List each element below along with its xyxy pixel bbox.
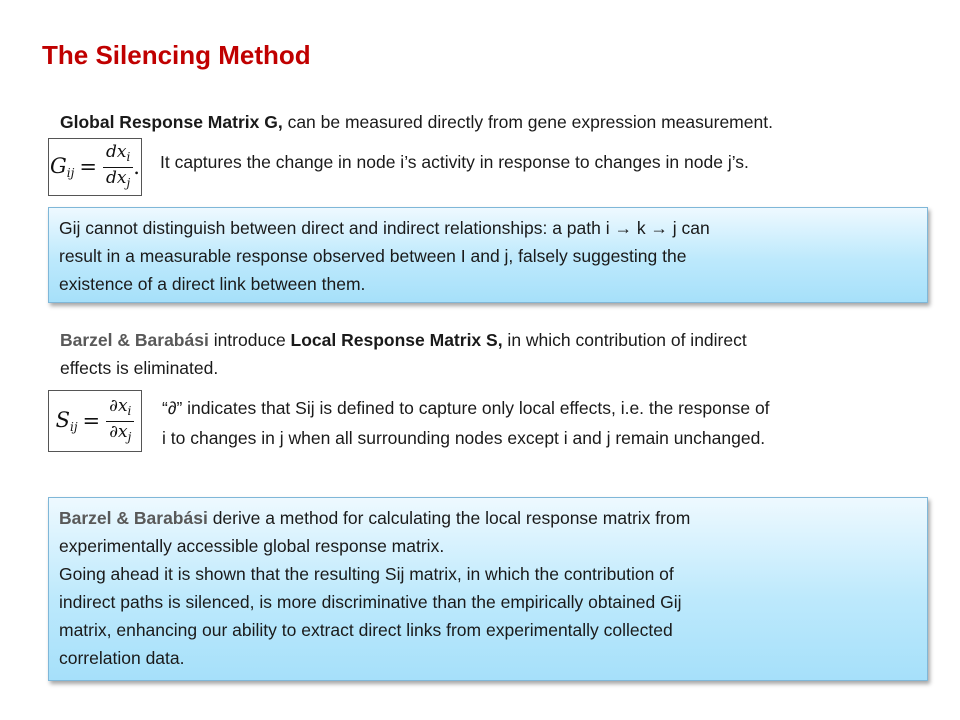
local-matrix-line-2: effects is eliminated. (60, 358, 219, 378)
local-matrix-line-1: Barzel & Barabási introduce Local Response Matrix S, in which contribution of indirect (60, 330, 747, 350)
method-line-2: experimentally accessible global response matrix. (59, 536, 445, 556)
limitation-line-2: result in a measurable response observed between I and j, falsely suggesting the (59, 246, 687, 266)
limitation-box (48, 207, 928, 303)
formula-dot: . (133, 155, 140, 179)
method-box (48, 497, 928, 681)
method-authors: Barzel & Barabási (59, 508, 208, 528)
method-line-6: correlation data. (59, 648, 185, 668)
local-authors: Barzel & Barabási (60, 330, 209, 350)
local-note-line-2: i to changes in j when all surrounding nodes except i and j remain unchanged. (162, 428, 766, 448)
local-note-line-1: “∂” indicates that Sij is defined to capture only local effects, i.e. the response of (162, 398, 770, 418)
local-formula (48, 390, 142, 452)
limitation-line-1: Gij cannot distinguish between direct and indirect relationships: a path i → k → j can (59, 218, 710, 238)
formula-equals: = (82, 409, 101, 433)
global-matrix-text: can be measured directly from gene expression measurement. (282, 112, 773, 132)
method-line-5: matrix, enhancing our ability to extract direct links from experimentally collected (59, 620, 673, 640)
formula-fraction: $\frac{\partial x_i}{\partial x_j}$ (106, 397, 134, 446)
global-capture-text: It captures the change in node i’s activity in response to changes in node j’s. (160, 152, 749, 172)
formula-fraction: $\frac{dx_i}{dx_j}$ (103, 143, 133, 192)
global-matrix-line (60, 108, 773, 136)
method-line-1: Barzel & Barabási derive a method for calculating the local response matrix from (59, 508, 691, 528)
global-formula (48, 138, 142, 196)
limitation-line-3: existence of a direct link between them. (59, 274, 366, 294)
global-matrix-term: Global Response Matrix G, (60, 112, 283, 132)
formula-lhs: $S_{ij}$ (55, 408, 78, 434)
method-line-4: indirect paths is silenced, is more discriminative than the empirically obtained Gij (59, 592, 682, 612)
formula-equals: = (79, 155, 97, 179)
local-matrix-term: Local Response Matrix S, (290, 330, 503, 350)
slide-title: The Silencing Method (42, 40, 311, 70)
formula-lhs: $G_{ij}$ (50, 154, 75, 180)
method-line-3: Going ahead it is shown that the resulting Sij matrix, in which the contribution of (59, 564, 674, 584)
